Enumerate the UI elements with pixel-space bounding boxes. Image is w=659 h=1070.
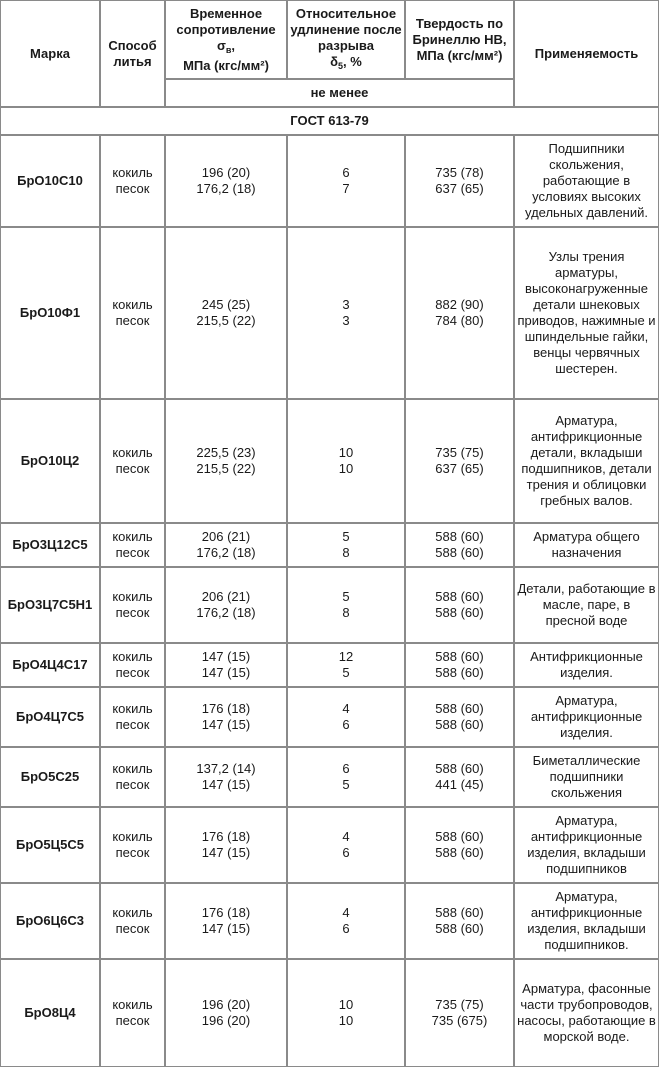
tensile-strength-subscript: в [225,44,232,55]
grade-cell: БрО8Ц4 [0,959,100,1067]
table-row [0,959,659,1067]
header-application: Применяемость [514,0,659,107]
hardness-cell: 588 (60) 588 (60) [405,523,514,567]
hardness-cell: 588 (60) 588 (60) [405,643,514,687]
hardness-cell: 588 (60) 588 (60) [405,807,514,883]
header-tensile-strength [165,0,287,79]
standard-label: ГОСТ 613-79 [0,107,659,135]
hardness-cell: 588 (60) 588 (60) [405,883,514,959]
casting-cell: кокиль песок [100,567,165,643]
elongation-cell: 6 7 [287,135,405,227]
hardness-cell: 735 (75) 637 (65) [405,399,514,523]
strength-cell: 147 (15) 147 (15) [165,643,287,687]
strength-cell: 176 (18) 147 (15) [165,883,287,959]
strength-cell: 196 (20) 176,2 (18) [165,135,287,227]
header-casting-method: Способ литья [100,0,165,107]
hardness-cell: 588 (60) 588 (60) [405,567,514,643]
application-cell: Подшипники скольжения, работающие в условиях высоких удельных давлений. [514,135,659,227]
elongation-subscript: 5 [338,60,344,71]
grade-cell: БрО4Ц7С5 [0,687,100,747]
casting-cell: кокиль песок [100,227,165,399]
strength-cell: 245 (25) 215,5 (22) [165,227,287,399]
elongation-cell: 4 6 [287,883,405,959]
hardness-cell: 735 (78) 637 (65) [405,135,514,227]
strength-cell: 225,5 (23) 215,5 (22) [165,399,287,523]
elongation-unit: , % [343,53,362,69]
table-row [0,227,659,399]
header-elongation [287,0,405,79]
application-cell: Биметаллические подшипники скольжения [514,747,659,807]
elongation-cell: 3 3 [287,227,405,399]
casting-cell: кокиль песок [100,959,165,1067]
table-row [0,567,659,643]
grade-cell: БрО5Ц5С5 [0,807,100,883]
grade-cell: БрО6Ц6С3 [0,883,100,959]
application-cell: Арматура общего назначения [514,523,659,567]
grade-cell: БрО10Ф1 [0,227,100,399]
table-row [0,643,659,687]
tensile-strength-unit: МПа (кгс/мм²) [183,57,269,73]
tensile-strength-comma: , [231,37,236,53]
elongation-cell: 12 5 [287,643,405,687]
elongation-cell: 5 8 [287,567,405,643]
elongation-cell: 4 6 [287,687,405,747]
hardness-cell: 735 (75) 735 (675) [405,959,514,1067]
elongation-title: Относительное удлинение после разрыва [290,5,402,53]
application-cell: Антифрикционные изделия. [514,643,659,687]
table-row [0,747,659,807]
elongation-cell: 4 6 [287,807,405,883]
grade-cell: БрО3Ц12С5 [0,523,100,567]
casting-cell: кокиль песок [100,883,165,959]
elongation-cell: 10 10 [287,959,405,1067]
application-cell: Арматура, антифрикционные изделия, вкладыши подшипников [514,807,659,883]
application-cell: Арматура, антифрикционные изделия. [514,687,659,747]
casting-cell: кокиль песок [100,747,165,807]
grade-cell: БрО5С25 [0,747,100,807]
table-row [0,135,659,227]
min-note: не менее [165,79,514,107]
application-cell: Арматура, фасонные части трубопроводов, насосы, работающие в морской воде. [514,959,659,1067]
strength-cell: 206 (21) 176,2 (18) [165,567,287,643]
hardness-cell: 882 (90) 784 (80) [405,227,514,399]
grade-cell: БрО10Ц2 [0,399,100,523]
table-body [0,135,659,1067]
elongation-symbol: δ [330,53,339,69]
casting-cell: кокиль песок [100,399,165,523]
grade-cell: БрО4Ц4С17 [0,643,100,687]
application-cell: Арматура, антифрикционные изделия, вкладыши подшипников. [514,883,659,959]
table-row [0,399,659,523]
strength-cell: 176 (18) 147 (15) [165,687,287,747]
strength-cell: 196 (20) 196 (20) [165,959,287,1067]
tensile-strength-symbol: σ [216,37,226,53]
hardness-cell: 588 (60) 588 (60) [405,687,514,747]
strength-cell: 176 (18) 147 (15) [165,807,287,883]
elongation-cell: 5 8 [287,523,405,567]
application-cell: Детали, работающие в масле, паре, в пресной воде [514,567,659,643]
casting-cell: кокиль песок [100,523,165,567]
casting-cell: кокиль песок [100,643,165,687]
table-row [0,687,659,747]
table-row [0,883,659,959]
header-hardness: Твердость по Бринеллю НВ, МПа (кгс/мм²) [405,0,514,79]
casting-cell: кокиль песок [100,807,165,883]
strength-cell: 137,2 (14) 147 (15) [165,747,287,807]
hardness-cell: 588 (60) 441 (45) [405,747,514,807]
casting-cell: кокиль песок [100,135,165,227]
tensile-strength-title: Временное сопротивление [176,5,276,37]
casting-cell: кокиль песок [100,687,165,747]
table-row [0,523,659,567]
strength-cell: 206 (21) 176,2 (18) [165,523,287,567]
application-cell: Арматура, антифрикционные детали, вкладыши подшипников, детали трения и облицовки гребных валов. [514,399,659,523]
application-cell: Узлы трения арматуры, высоконагруженные детали шнековых приводов, нажимные и шпиндельные гайки, венцы червячных шестерен. [514,227,659,399]
elongation-cell: 6 5 [287,747,405,807]
elongation-cell: 10 10 [287,399,405,523]
header-grade: Марка [0,0,100,107]
grade-cell: БрО3Ц7С5Н1 [0,567,100,643]
grade-cell: БрО10С10 [0,135,100,227]
table-row [0,807,659,883]
